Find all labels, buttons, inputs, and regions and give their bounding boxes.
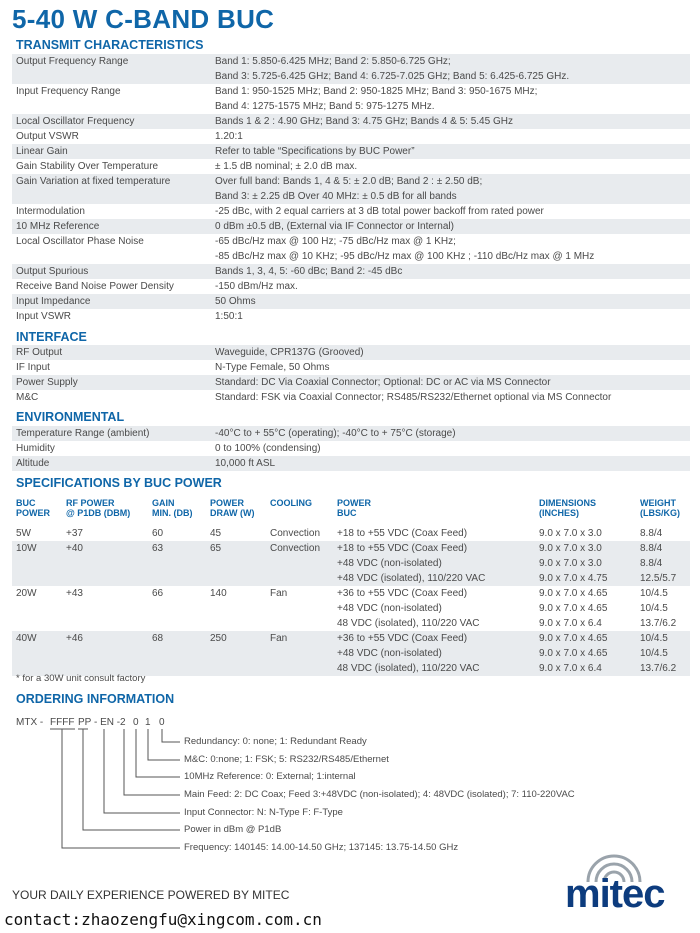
row-label: Output VSWR: [16, 131, 79, 142]
row-label: Output Spurious: [16, 266, 89, 277]
row-label: Intermodulation: [16, 206, 85, 217]
spec-cell: +46: [66, 633, 83, 644]
spec-cell: 9.0 x 7.0 x 4.65: [539, 603, 608, 614]
row-value-line: -65 dBc/Hz max @ 100 Hz; -75 dBc/Hz max @ 1 KHz;: [215, 236, 456, 247]
spec-cell: 9.0 x 7.0 x 4.65: [539, 633, 608, 644]
header-line: (LBS/KG): [640, 508, 680, 518]
header-line: DRAW (W): [210, 508, 255, 518]
row-label: 10 MHz Reference: [16, 221, 100, 232]
row-value-line: Bands 1 & 2 : 4.90 GHz; Band 3: 4.75 GHz; Bands 4 & 5: 5.45 GHz: [215, 116, 513, 127]
header-line: WEIGHT: [640, 498, 676, 508]
row-value-line: Band 3: ± 2.25 dB Over 40 MHz: ± 0.5 dB for all bands: [215, 191, 457, 202]
row-value-line: Band 1: 5.850-6.425 MHz; Band 2: 5.850-6.725 GHz;: [215, 56, 451, 67]
row-value-line: Over full band: Bands 1, 4 & 5: ± 2.0 dB; Band 2 : ± 2.50 dB;: [215, 176, 483, 187]
spec-cell: 10/4.5: [640, 648, 668, 659]
row-value-line: 50 Ohms: [215, 296, 256, 307]
header-line: POWER: [16, 508, 51, 518]
code-power: PP: [78, 717, 92, 728]
spec-cell: 9.0 x 7.0 x 6.4: [539, 618, 602, 629]
row-value-line: Band 3: 5.725-6.425 GHz; Band 4: 6.725-7.025 GHz; Band 5: 6.425-6.725 GHz.: [215, 71, 570, 82]
spec-cell: +18 to +55 VDC (Coax Feed): [337, 528, 468, 539]
row-label: RF Output: [16, 347, 63, 358]
row-label: Linear Gain: [16, 146, 68, 157]
code-prefix: MTX -: [16, 717, 44, 728]
spec-cell: 60: [152, 528, 164, 539]
spec-cell: Convection: [270, 543, 321, 554]
code-mc: 1: [145, 717, 151, 728]
spec-cell: +48 VDC (isolated), 110/220 VAC: [337, 573, 486, 584]
header-line: MIN. (DB): [152, 508, 193, 518]
row-value-line: -40°C to + 55°C (operating); -40°C to + 75°C (storage): [215, 428, 456, 439]
row-value-line: Refer to table “Specifications by BUC Power”: [215, 146, 415, 157]
header-line: RF POWER: [66, 498, 115, 508]
spec-cell: 9.0 x 7.0 x 3.0: [539, 558, 602, 569]
ordering-connector: Input Connector: N: N-Type F: F-Type: [184, 807, 343, 818]
spec-cell: 5W: [16, 528, 31, 539]
row-label: Input Frequency Range: [16, 86, 121, 97]
ordering-frequency: Frequency: 140145: 14.00-14.50 GHz; 137145: 13.75-14.50 GHz: [184, 842, 459, 853]
spec-cell: 20W: [16, 588, 37, 599]
ordering-redundancy: Redundancy: 0: none; 1: Redundant Ready: [184, 736, 367, 747]
spec-cell: +48 VDC (non-isolated): [337, 603, 442, 614]
spec-cell: 40W: [16, 633, 37, 644]
row-value-line: Waveguide, CPR137G (Grooved): [215, 347, 364, 358]
code-frequency: FFFF: [50, 717, 75, 728]
spec-cell: Fan: [270, 588, 288, 599]
spec-cell: 9.0 x 7.0 x 3.0: [539, 528, 602, 539]
spec-cell: 10W: [16, 543, 37, 554]
row-label: Humidity: [16, 443, 55, 454]
spec-cell: 65: [210, 543, 222, 554]
section-title-transmit: TRANSMIT CHARACTERISTICS: [16, 38, 204, 52]
spec-cell: 10/4.5: [640, 633, 668, 644]
footer-tagline: YOUR DAILY EXPERIENCE POWERED BY MITEC: [12, 888, 290, 902]
contact-email: contact:zhaozengfu@xingcom.com.cn: [4, 910, 322, 929]
row-label: Input VSWR: [16, 311, 72, 322]
row-value-line: Bands 1, 3, 4, 5: -60 dBc; Band 2: -45 dBc: [215, 266, 403, 277]
spec-cell: 48 VDC (isolated), 110/220 VAC: [337, 663, 480, 674]
header-line: GAIN: [152, 498, 175, 508]
row-value-line: 1.20:1: [215, 131, 243, 142]
row-value-line: 1:50:1: [215, 311, 243, 322]
code-redundancy: 0: [159, 717, 165, 728]
spec-cell: 8.8/4: [640, 528, 663, 539]
row-label: Power Supply: [16, 377, 78, 388]
header-line: COOLING: [270, 498, 312, 508]
spec-cell: 10/4.5: [640, 588, 668, 599]
row-value-line: 10,000 ft ASL: [215, 458, 276, 469]
code-connector: - EN -: [94, 717, 121, 728]
header-line: (INCHES): [539, 508, 579, 518]
row-value-line: Band 1: 950-1525 MHz; Band 2: 950-1825 MHz; Band 3: 950-1675 MHz;: [215, 86, 538, 97]
spec-cell: 250: [210, 633, 227, 644]
header-line: @ P1DB (DBM): [66, 508, 131, 518]
spec-cell: +36 to +55 VDC (Coax Feed): [337, 633, 468, 644]
section-title-environmental: ENVIRONMENTAL: [16, 410, 125, 424]
spec-cell: 13.7/6.2: [640, 663, 677, 674]
row-value-line: Standard: DC Via Coaxial Connector; Optional: DC or AC via MS Connector: [215, 377, 551, 388]
row-value-line: -85 dBc/Hz max @ 10 KHz; -95 dBc/Hz max @ 100 KHz ; -110 dBc/Hz max @ 1 MHz: [215, 251, 595, 262]
spec-cell: +48 VDC (non-isolated): [337, 558, 442, 569]
mitec-logo: mitec: [565, 872, 665, 916]
spec-cell: 66: [152, 588, 164, 599]
spec-cell: 140: [210, 588, 227, 599]
spec-cell: 68: [152, 633, 164, 644]
spec-cell: +36 to +55 VDC (Coax Feed): [337, 588, 468, 599]
page-title: 5-40 W C-BAND BUC: [12, 4, 275, 34]
spec-cell: +48 VDC (non-isolated): [337, 648, 442, 659]
spec-cell: 8.8/4: [640, 558, 663, 569]
header-line: POWER: [210, 498, 245, 508]
spec-cell: Convection: [270, 528, 321, 539]
spec-cell: 12.5/5.7: [640, 573, 677, 584]
row-value-line: N-Type Female, 50 Ohms: [215, 362, 330, 373]
header-line: BUC: [337, 508, 357, 518]
spec-cell: 9.0 x 7.0 x 4.75: [539, 573, 608, 584]
row-label: Altitude: [16, 458, 50, 469]
row-label: IF Input: [16, 362, 50, 373]
spec-cell: 45: [210, 528, 222, 539]
spec-cell: +43: [66, 588, 83, 599]
header-line: POWER: [337, 498, 372, 508]
spec-cell: 9.0 x 7.0 x 4.65: [539, 648, 608, 659]
header-line: DIMENSIONS: [539, 498, 597, 508]
row-value-line: Standard: FSK via Coaxial Connector; RS485/RS232/Ethernet optional via MS Connector: [215, 392, 612, 403]
section-title-ordering: ORDERING INFORMATION: [16, 692, 175, 706]
row-value-line: Band 4: 1275-1575 MHz; Band 5: 975-1275 MHz.: [215, 101, 435, 112]
row-value-line: 0 to 100% (condensing): [215, 443, 321, 454]
spec-cell: +40: [66, 543, 83, 554]
row-label: Input Impedance: [16, 296, 91, 307]
row-label: Output Frequency Range: [16, 56, 129, 67]
spec-cell: +18 to +55 VDC (Coax Feed): [337, 543, 468, 554]
row-value-line: -25 dBc, with 2 equal carriers at 3 dB total power backoff from rated power: [215, 206, 544, 217]
spec-cell: 48 VDC (isolated), 110/220 VAC: [337, 618, 480, 629]
spec-cell: 10/4.5: [640, 603, 668, 614]
row-value-line: -150 dBm/Hz max.: [215, 281, 298, 292]
row-value-line: ± 1.5 dB nominal; ± 2.0 dB max.: [215, 161, 358, 172]
spec-cell: 63: [152, 543, 164, 554]
row-label: Local Oscillator Frequency: [16, 116, 135, 127]
row-label: Local Oscillator Phase Noise: [16, 236, 144, 247]
spec-cell: 9.0 x 7.0 x 6.4: [539, 663, 602, 674]
spec-cell: 9.0 x 7.0 x 3.0: [539, 543, 602, 554]
row-label: Temperature Range (ambient): [16, 428, 150, 439]
ordering-mc: M&C: 0:none; 1: FSK; 5: RS232/RS485/Ethernet: [184, 754, 389, 765]
ordering-reference: 10MHz Reference: 0: External; 1:internal: [184, 771, 356, 782]
ordering-main-feed: Main Feed: 2: DC Coax; Feed 3:+48VDC (non-isolated); 4: 48VDC (isolated); 7: 110-220VAC: [184, 789, 575, 800]
header-line: BUC: [16, 498, 36, 508]
spec-cell: Fan: [270, 633, 288, 644]
row-label: Gain Stability Over Temperature: [16, 161, 159, 172]
row-label: M&C: [16, 392, 39, 403]
spec-cell: 9.0 x 7.0 x 4.65: [539, 588, 608, 599]
code-reference: 0: [133, 717, 139, 728]
code-main-feed: 2: [120, 717, 126, 728]
footnote: * for a 30W unit consult factory: [16, 673, 146, 684]
row-label: Receive Band Noise Power Density: [16, 281, 174, 292]
row-label: Gain Variation at fixed temperature: [16, 176, 171, 187]
section-title-spec: SPECIFICATIONS BY BUC POWER: [16, 476, 222, 490]
spec-cell: +37: [66, 528, 83, 539]
ordering-power: Power in dBm @ P1dB: [184, 824, 282, 835]
spec-cell: 13.7/6.2: [640, 618, 677, 629]
spec-cell: 8.8/4: [640, 543, 663, 554]
row-value-line: 0 dBm ±0.5 dB, (External via IF Connector or Internal): [215, 221, 454, 232]
section-title-interface: INTERFACE: [16, 330, 87, 344]
